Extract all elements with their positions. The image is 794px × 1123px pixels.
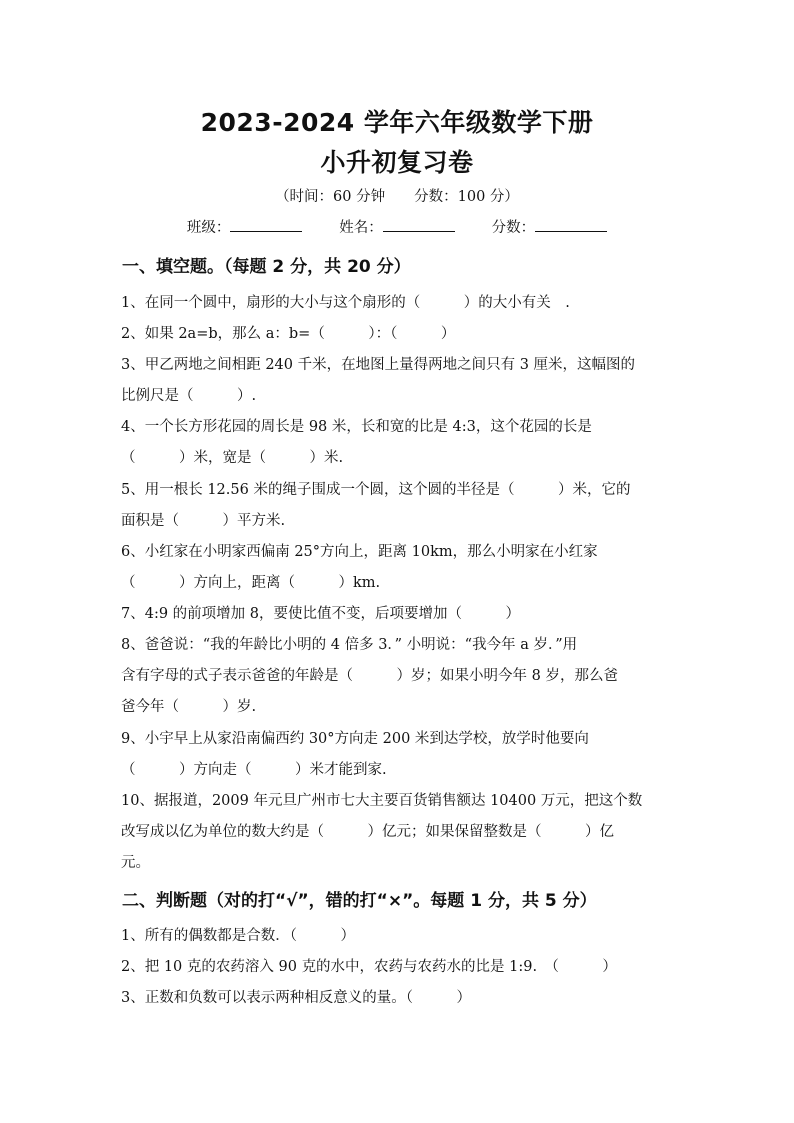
question-line: 3、甲乙两地之间相距 240 千米，在地图上量得两地之间只有 3 厘米，这幅图的 (121, 357, 636, 373)
score-label: 分数： (491, 220, 536, 236)
student-info-row (0, 216, 794, 237)
question-line: 2、如果 2a=b，那么 a：b=（ ）：（ ） (121, 326, 456, 342)
question-line: 面积是（ ）平方米. (121, 513, 286, 529)
question-line: 2、把 10 克的农药溶入 90 克的水中，农药与农药水的比是 1:9. （ ） (121, 959, 617, 975)
question-line: 3、正数和负数可以表示两种相反意义的量。（ ） (121, 990, 471, 1006)
question-line: 5、用一根长 12.56 米的绳子围成一个圆，这个圆的半径是（ ）米，它的 (121, 482, 631, 498)
question-line: （ ）米，宽是（ ）米. (121, 450, 344, 466)
question-line: 含有字母的式子表示爸爸的年龄是（ ）岁；如果小明今年 8 岁，那么爸 (121, 668, 618, 684)
class-label: 班级： (186, 220, 231, 236)
question-line: 10、据报道，2009 年元旦广州市七大主要百货销售额达 10400 万元，把这个数 (121, 793, 643, 809)
question-line: （ ）方向走（ ）米才能到家. (121, 762, 387, 778)
question-line: 1、所有的偶数都是合数．（ ） (121, 928, 355, 944)
name-blank[interactable] (383, 216, 455, 232)
section-true-false-heading: 二、判断题（对的打“√”，错的打“×”。每题 1 分，共 5 分） (122, 891, 597, 911)
name-label: 姓名： (339, 220, 383, 236)
question-line: 8、爸爸说：“我的年龄比小明的 4 倍多 3．” 小明说：“我今年 a 岁．”用 (121, 637, 578, 653)
exam-subtitle: 小升初复习卷 (320, 148, 474, 177)
exam-title: 2023-2024 学年六年级数学下册 (200, 108, 594, 137)
question-line: （ ）方向上，距离（ ）km. (121, 575, 381, 591)
question-line: 爸今年（ ）岁. (121, 699, 257, 715)
score-blank[interactable] (535, 216, 607, 232)
section-fill-blank-heading: 一、填空题。（每题 2 分，共 20 分） (122, 257, 411, 277)
question-line: 比例尺是（ ）. (121, 388, 257, 404)
question-line: 1、在同一个圆中，扇形的大小与这个扇形的（ ）的大小有关 . (121, 295, 570, 311)
question-line: 4、一个长方形花园的周长是 98 米，长和宽的比是 4:3，这个花园的长是 (121, 419, 592, 435)
exam-time-score: （时间：60 分钟 分数：100 分） (275, 189, 519, 205)
class-blank[interactable] (230, 216, 302, 232)
question-line: 改写成以亿为单位的数大约是（ ）亿元；如果保留整数是（ ）亿 (121, 824, 614, 840)
question-line: 6、小红家在小明家西偏南 25°方向上，距离 10km，那么小明家在小红家 (121, 544, 598, 560)
question-line: 元。 (121, 855, 150, 871)
question-line: 9、小宇早上从家沿南偏西约 30°方向走 200 米到达学校，放学时他要向 (121, 731, 589, 747)
question-line: 7、4:9 的前项增加 8，要使比值不变，后项要增加（ ） (121, 606, 521, 622)
